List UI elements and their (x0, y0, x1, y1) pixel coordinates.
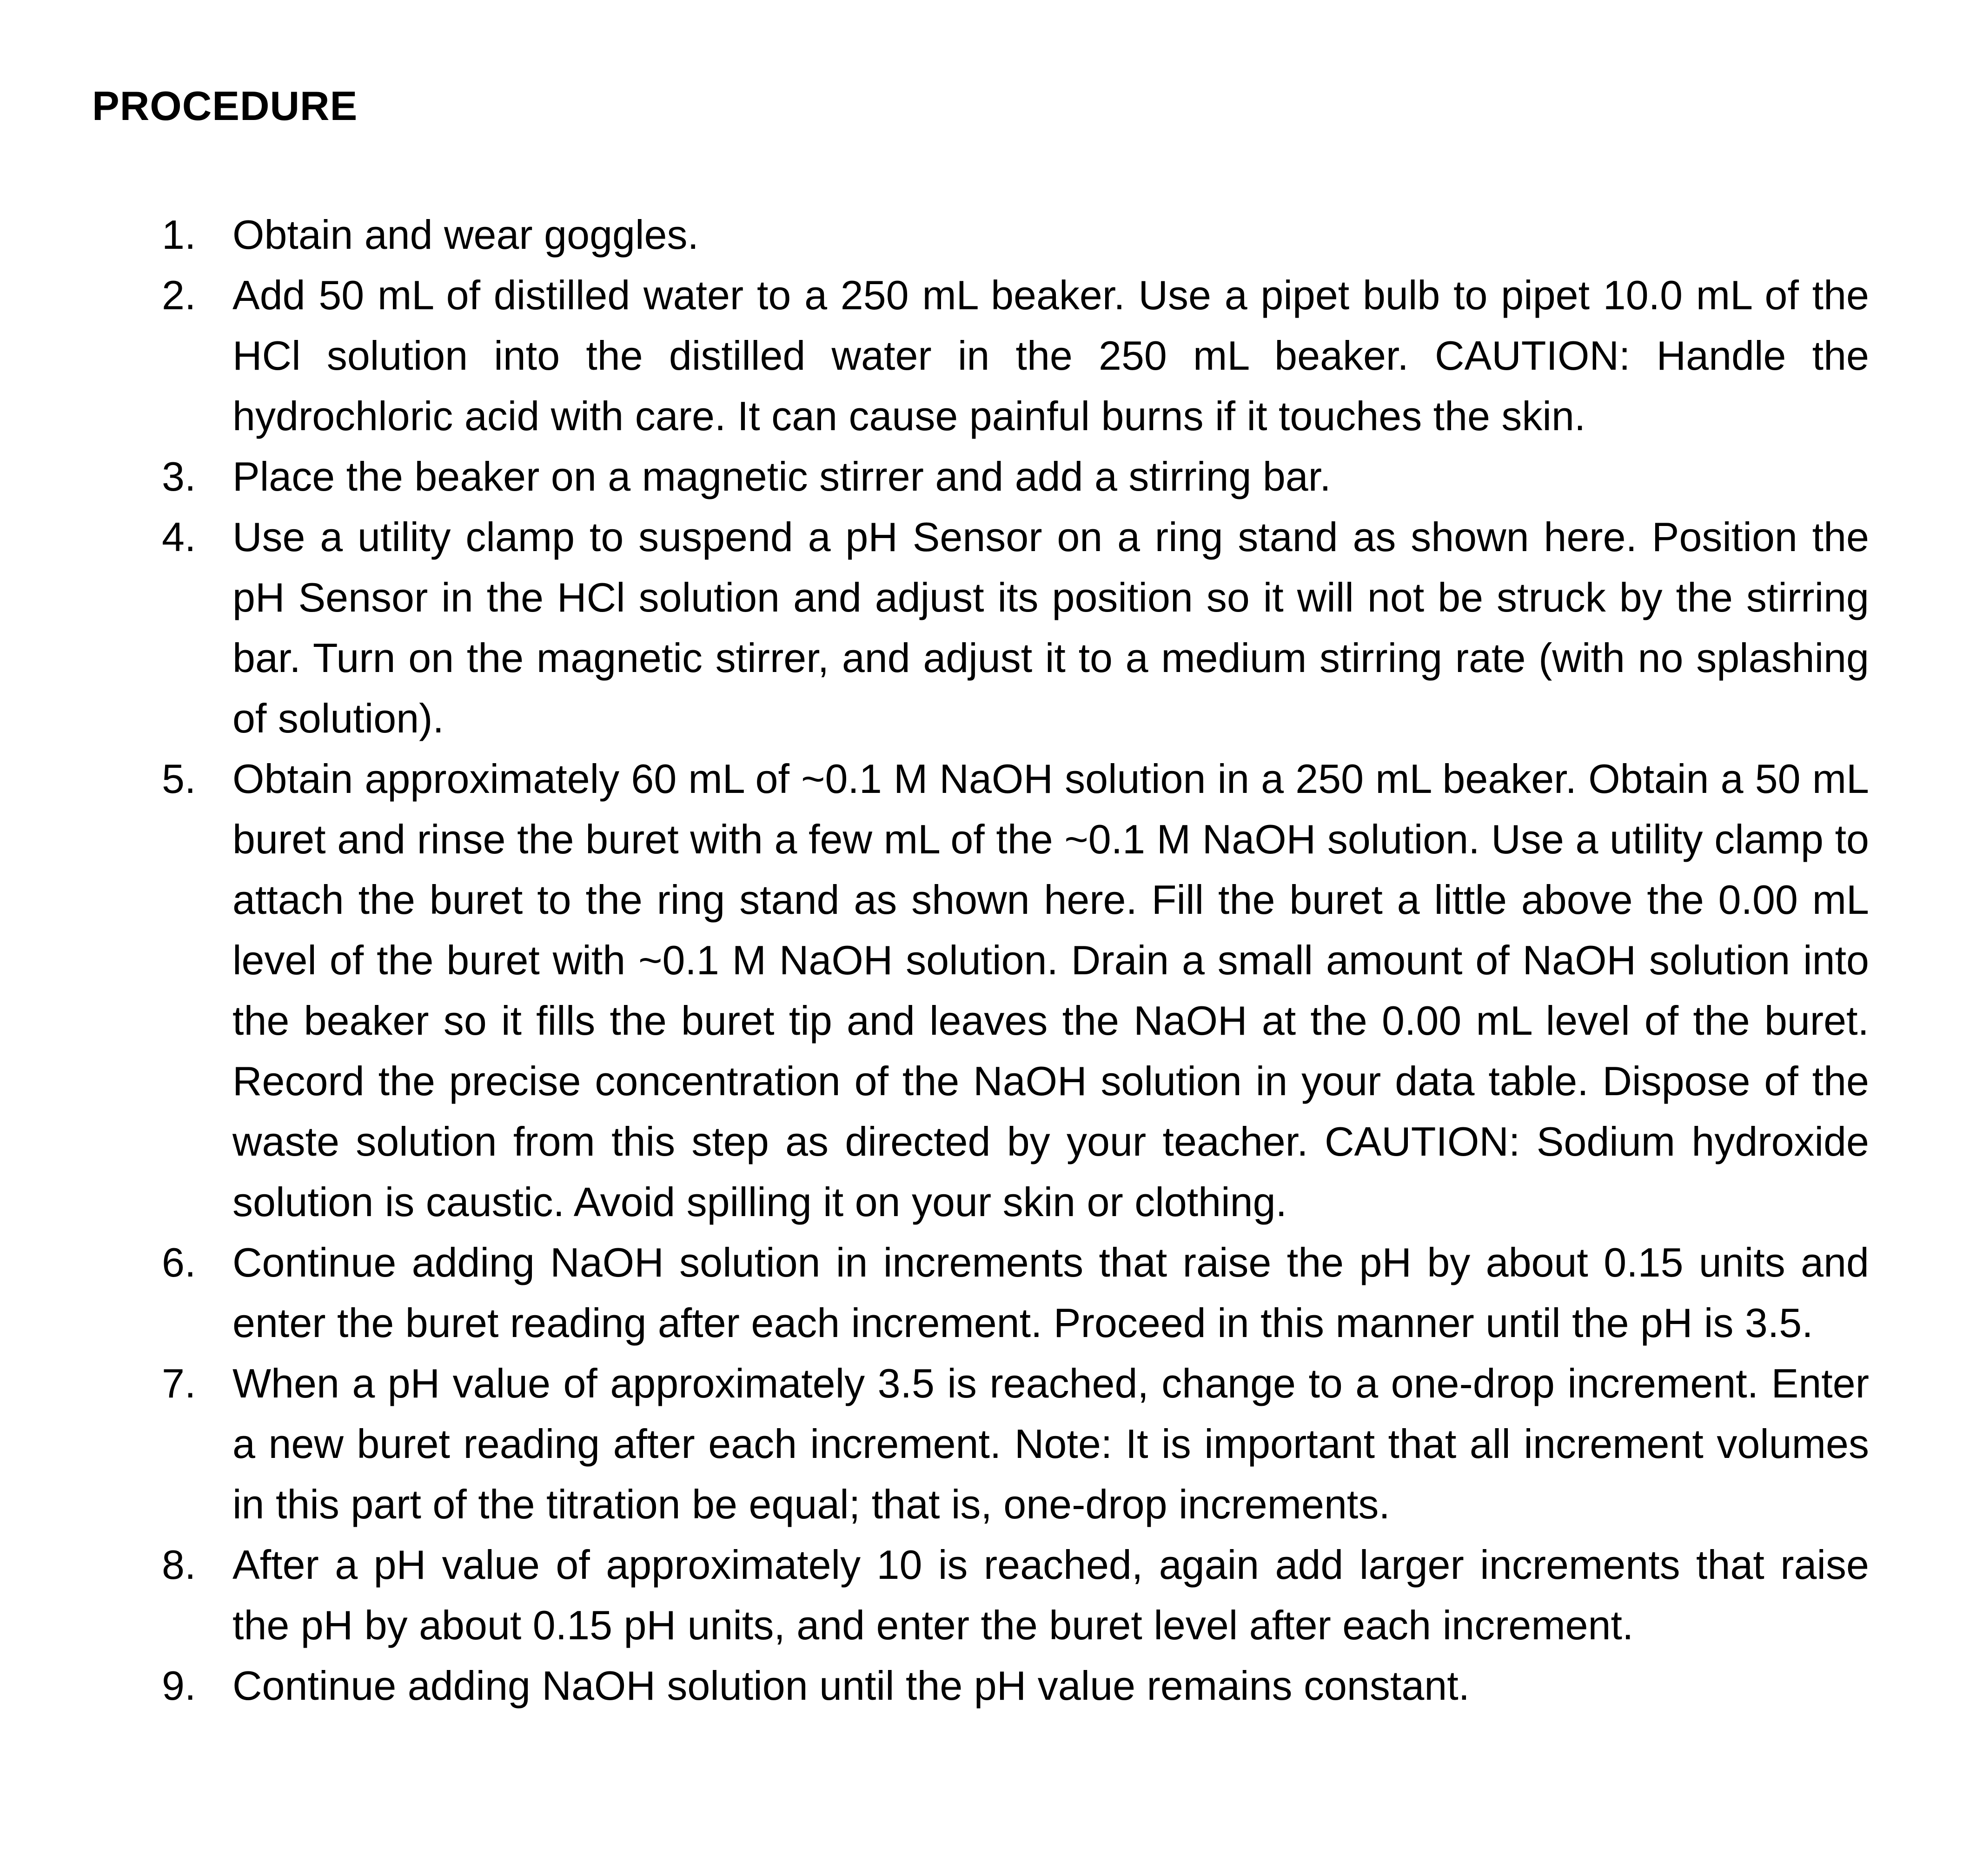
step-number: 9. (162, 1663, 196, 1709)
procedure-step (0, 1353, 1869, 1535)
step-text: After a pH value of approximately 10 is reached, again add larger increments that raise the pH by about 0.15 pH units, and enter the buret level after each increment. (232, 1542, 1869, 1648)
step-number: 5. (162, 756, 196, 802)
procedure-step (0, 1535, 1869, 1656)
procedure-step (0, 1656, 1869, 1716)
step-text: Continue adding NaOH solution until the pH value remains constant. (232, 1663, 1470, 1709)
step-text: Continue adding NaOH solution in increments that raise the pH by about 0.15 units and enter the buret reading after each increment. Proceed in this manner until the pH is 3.5. (232, 1239, 1869, 1346)
procedure-step (0, 1232, 1869, 1353)
step-text: Obtain and wear goggles. (232, 212, 699, 258)
procedure-step (0, 446, 1869, 507)
procedure-step (0, 749, 1869, 1232)
procedure-steps-list (0, 205, 1976, 1716)
procedure-step (0, 205, 1869, 265)
step-number: 7. (162, 1360, 196, 1406)
step-number: 6. (162, 1239, 196, 1285)
step-text: Place the beaker on a magnetic stirrer and add a stirring bar. (232, 453, 1331, 499)
procedure-heading: PROCEDURE (92, 83, 358, 129)
step-text: When a pH value of approximately 3.5 is reached, change to a one-drop increment. Enter a new buret reading after each increment. Note: It is important that all increment volumes in this part of the titration be equal; that is, one-drop increments. (232, 1360, 1869, 1527)
step-number: 1. (162, 212, 196, 258)
step-number: 3. (162, 453, 196, 499)
step-text: Add 50 mL of distilled water to a 250 mL beaker. Use a pipet bulb to pipet 10.0 mL of the HCl solution into the distilled water in the 250 mL beaker. CAUTION: Handle the hydrochloric acid with care. It can cause painful burns if it touches the skin. (232, 272, 1869, 439)
procedure-step (0, 507, 1869, 749)
procedure-step (0, 265, 1869, 446)
step-number: 2. (162, 272, 196, 318)
step-number: 8. (162, 1542, 196, 1588)
step-text: Obtain approximately 60 mL of ~0.1 M NaOH solution in a 250 mL beaker. Obtain a 50 mL buret and rinse the buret with a few mL of the ~0.1 M NaOH solution. Use a utility clamp to attach the buret to the ring stand as shown here. Fill the buret a little above the 0.00 mL level of the buret with ~0.1 M NaOH solution. Drain a small amount of NaOH solution into the beaker so it fills the buret tip and leaves the NaOH at the 0.00 mL level of the buret. Record the precise concentration of the NaOH solution in your data table. Dispose of the waste solution from this step as directed by your teacher. CAUTION: Sodium hydroxide solution is caustic. Avoid spilling it on your skin or clothing. (232, 756, 1869, 1225)
step-number: 4. (162, 514, 196, 560)
step-text: Use a utility clamp to suspend a pH Sensor on a ring stand as shown here. Position the pH Sensor in the HCl solution and adjust its position so it will not be struck by the stirring bar. Turn on the magnetic stirrer, and adjust it to a medium stirring rate (with no splashing of solution). (232, 514, 1869, 741)
